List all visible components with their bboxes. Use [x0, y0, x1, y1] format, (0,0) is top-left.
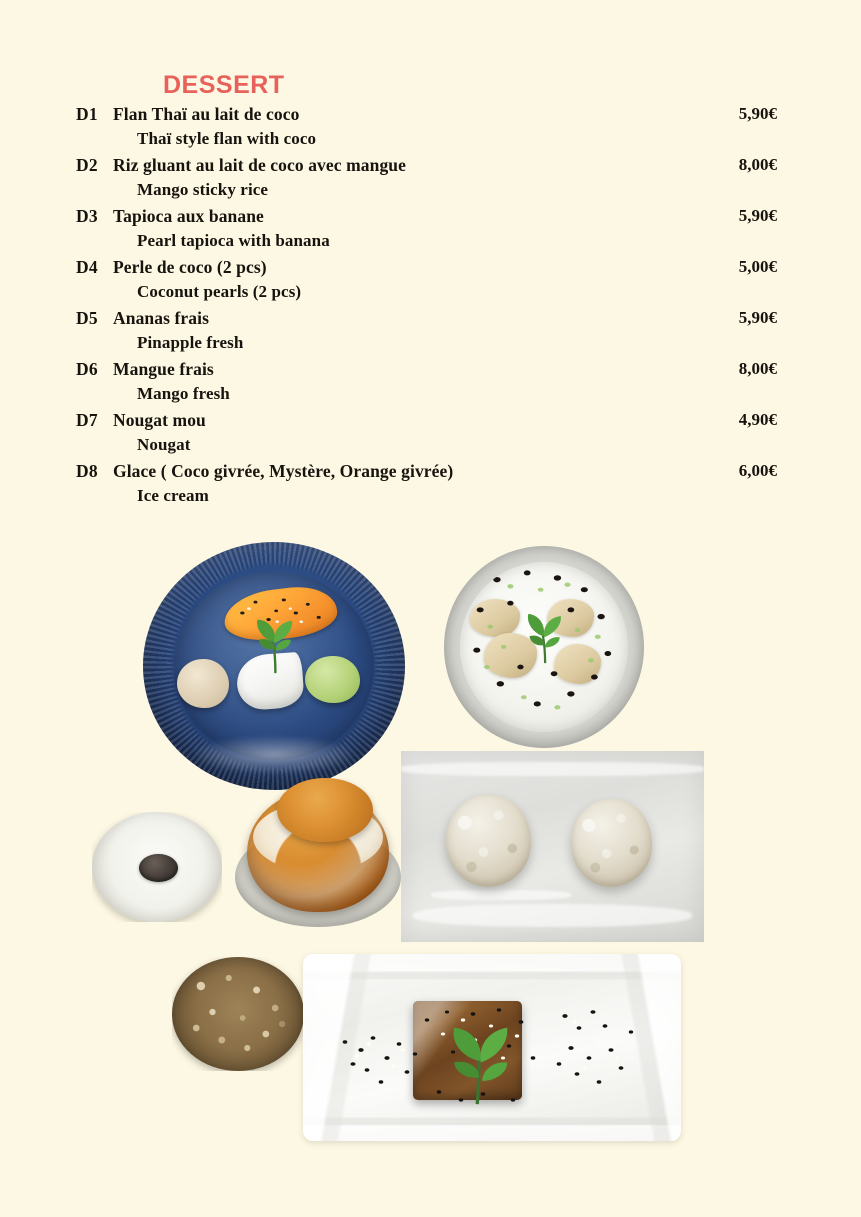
item-code: D1 — [76, 104, 98, 124]
item-name-fr: Tapioca aux banane — [113, 206, 264, 226]
coconut-pearl — [571, 799, 653, 887]
item-name-en: Ice cream — [137, 486, 209, 505]
page-title: DESSERT — [163, 71, 285, 99]
photo-mango-sticky-rice — [143, 542, 405, 790]
photo-tapioca-banana — [444, 546, 644, 748]
item-name-fr: Perle de coco (2 pcs) — [113, 257, 267, 277]
menu-item[interactable] — [0, 410, 861, 461]
item-name-en: Mango sticky rice — [137, 180, 269, 199]
item-name-fr: Glace ( Coco givrée, Mystère, Orange givrée) — [113, 461, 454, 481]
item-price: 6,00€ — [738, 461, 777, 480]
photo-orange-givree — [232, 778, 404, 930]
plastic-wrap-fold — [431, 890, 570, 900]
nougat-bowl — [172, 957, 304, 1071]
item-name-en: Coconut pearls (2 pcs) — [137, 282, 302, 301]
item-name-en: Nougat — [137, 435, 191, 454]
item-name-fr: Flan Thaï au lait de coco — [113, 104, 300, 124]
item-name-en: Thaï style flan with coco — [137, 129, 317, 148]
menu-item[interactable] — [0, 461, 861, 512]
plastic-wrap-fold — [413, 904, 692, 927]
item-name-en: Pearl tapioca with banana — [137, 231, 330, 250]
plastic-wrap-fold — [401, 762, 704, 775]
item-code: D4 — [76, 257, 98, 277]
item-name-fr: Riz gluant au lait de coco avec mangue — [113, 155, 407, 175]
menu-item[interactable] — [0, 104, 861, 155]
item-price: 8,00€ — [738, 155, 777, 174]
item-price: 4,90€ — [738, 410, 777, 429]
sesame-and-pandan-specks — [460, 562, 628, 732]
dessert-menu-list — [0, 104, 861, 512]
item-price: 5,90€ — [738, 104, 777, 123]
item-name-fr: Nougat mou — [113, 410, 206, 430]
item-code: D7 — [76, 410, 98, 430]
coconut-pearl — [446, 795, 531, 887]
menu-item[interactable] — [0, 155, 861, 206]
item-code: D8 — [76, 461, 98, 481]
menu-item[interactable] — [0, 206, 861, 257]
item-code: D6 — [76, 359, 98, 379]
sticky-rice-plain — [177, 659, 229, 709]
item-price: 5,00€ — [738, 257, 777, 276]
item-name-en: Mango fresh — [137, 384, 230, 403]
item-code: D3 — [76, 206, 98, 226]
menu-item[interactable] — [0, 359, 861, 410]
plate-highlight — [190, 735, 358, 775]
photo-coconut-disc — [92, 812, 222, 922]
photo-thai-flan — [303, 954, 681, 1141]
item-price: 8,00€ — [738, 359, 777, 378]
menu-item[interactable] — [0, 257, 861, 308]
item-name-fr: Mangue frais — [113, 359, 214, 379]
item-price: 5,90€ — [738, 308, 777, 327]
dark-bean-center — [139, 854, 178, 883]
photo-coconut-pearls — [401, 751, 704, 942]
orange-lid — [277, 778, 373, 842]
item-price: 5,90€ — [738, 206, 777, 225]
coconut-flan — [413, 1001, 523, 1100]
item-code: D5 — [76, 308, 98, 328]
item-code: D2 — [76, 155, 98, 175]
sticky-rice-pandan — [305, 656, 360, 703]
photo-nougat-bowl — [172, 957, 304, 1071]
coconut-cream-surface — [460, 562, 628, 732]
item-name-en: Pinapple fresh — [137, 333, 244, 352]
menu-item[interactable] — [0, 308, 861, 359]
item-name-fr: Ananas frais — [113, 308, 210, 328]
